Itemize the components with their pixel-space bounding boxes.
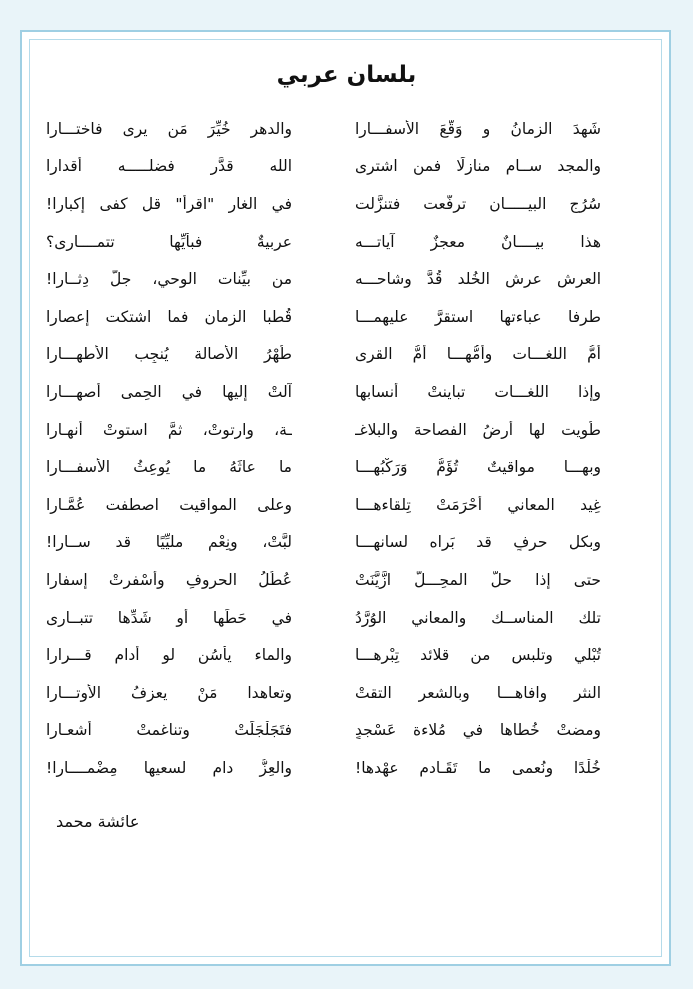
- verse-first-hemistich: تلك المناســك والمعاني الوُرَّدُ: [355, 608, 601, 627]
- verse-second-hemistich: ما عاثَهُ ما يُوعِثُ الأسفـــارا: [46, 458, 292, 477]
- verse: [46, 110, 601, 148]
- verse-second-hemistich: عُطُلُ الحروفِ وأسْفرتْ إسفارا: [46, 570, 292, 589]
- verse-second-hemistich: عربيةٌ فبأيِّها تتمــــارى؟: [46, 232, 292, 251]
- verse: [46, 486, 601, 524]
- verse: [46, 749, 601, 787]
- verse-first-hemistich: أمُّ اللغـــات وأمُّهـــا أمُّ القرى: [355, 345, 601, 364]
- verse-second-hemistich: وعلى المواقيت اصطفت عُمَّـارا: [46, 495, 292, 514]
- verse-second-hemistich: لبَّتْ، ونِعْم مليِّيًا قد ســارا!: [46, 533, 292, 552]
- verse-first-hemistich: تُبْلي وتلبس من قلائد تِبْرهـــا: [355, 646, 601, 665]
- verse: [46, 373, 601, 411]
- verse-first-hemistich: طُويت لها أرضُ الفصاحة والبلاغـ: [355, 420, 601, 439]
- verse: [46, 223, 601, 261]
- verse: [46, 448, 601, 486]
- verse-second-hemistich: في حَطِّها أو شَدِّها تتبــارى: [46, 608, 292, 627]
- verse-first-hemistich: غِيد المعاني أحْرَمَتْ تِلقاءهـــا: [355, 495, 601, 514]
- verse-first-hemistich: النثر وافاهـــا وبالشعر التقتْ: [355, 683, 601, 702]
- verse-second-hemistich: قُطبا الزمان فما اشتكت إعصارا: [46, 307, 292, 326]
- verse: [46, 260, 601, 298]
- verse-second-hemistich: الله قدَّر فضلـــــه أقدارا: [46, 157, 292, 176]
- verse: [46, 599, 601, 637]
- verse-first-hemistich: شَهِدَ الزمانُ و وَقَّعَ الأسفـــارا: [355, 119, 601, 138]
- verse-first-hemistich: هذا بيــــانٌ معجزٌ آياتـــه: [355, 232, 601, 251]
- verse-first-hemistich: العرش عرش الخُلد قُدَّ وِشاحـــه: [355, 270, 601, 289]
- verse: [46, 336, 601, 374]
- verse-second-hemistich: وتعاهدا مَنْ يعزفُ الأوتـــارا: [46, 683, 292, 702]
- verse-first-hemistich: حتى إذا حلَّ المحِـــلُّ ازَّيَّنَتْ: [355, 570, 601, 589]
- verse-first-hemistich: ومضتْ خُطاها في مُلاءة عَسْجدٍ: [355, 721, 601, 740]
- verse-second-hemistich: آلتْ إليها في الحِمى أصهـــارا: [46, 382, 292, 401]
- verse-first-hemistich: وإذا اللغـــات تباينتْ أنسابها: [355, 382, 601, 401]
- verse-first-hemistich: والمجد ســام منازلًا فمن اشترى: [355, 157, 601, 176]
- verse-first-hemistich: طرفا عباءتها استقرَّ عليهمـــا: [355, 307, 601, 326]
- verse: [46, 298, 601, 336]
- verse-second-hemistich: والعِزُّ دام لسعيها مِضْمــــارا!: [46, 758, 292, 777]
- verse: [46, 411, 601, 449]
- verse-second-hemistich: طُهْرُ الأصالة يُنجِب الأطهـــارا: [46, 345, 292, 364]
- verse-second-hemistich: من بيِّنات الوحي، جلَّ دِثــارا!: [46, 270, 292, 289]
- verse-second-hemistich: فتَجَلْجَلَتْ وتناغمتْ أشعـارا: [46, 721, 292, 740]
- verse: [46, 712, 601, 750]
- verse-first-hemistich: وبهـــا مواقيتٌ تُؤَمُّ وَرَكْبُهـــا: [355, 458, 601, 477]
- verse: [46, 561, 601, 599]
- verse: [46, 674, 601, 712]
- verse: [46, 524, 601, 562]
- poem-title: بلسان عربي: [276, 62, 417, 88]
- author-signature: عائشة محمد: [56, 812, 140, 831]
- verse: [46, 148, 601, 186]
- verse-second-hemistich: في الغار "اقرأ" قل كفى إكبارا!: [46, 194, 292, 213]
- verse: [46, 185, 601, 223]
- verse-second-hemistich: والدهر خُيِّرَ مَن يرى فاختـــارا: [46, 119, 292, 138]
- verse-first-hemistich: خُلْدًا ونُعمى ما تَقَـادم عهْدها!: [355, 758, 601, 777]
- verse-second-hemistich: ـة، وارتوتْ، ثمَّ استوتْ أنهـارا: [46, 420, 292, 439]
- verse-first-hemistich: سُرُج البيـــــان ترفَّعت فتنزَّلت: [355, 194, 601, 213]
- verse-second-hemistich: والماء يأسُن لو أدام قـــرارا: [46, 646, 292, 665]
- poem-body: [46, 110, 601, 787]
- verse-first-hemistich: وبكل حرفٍ قد بَراه لسانهـــا: [355, 533, 601, 552]
- verse: [46, 636, 601, 674]
